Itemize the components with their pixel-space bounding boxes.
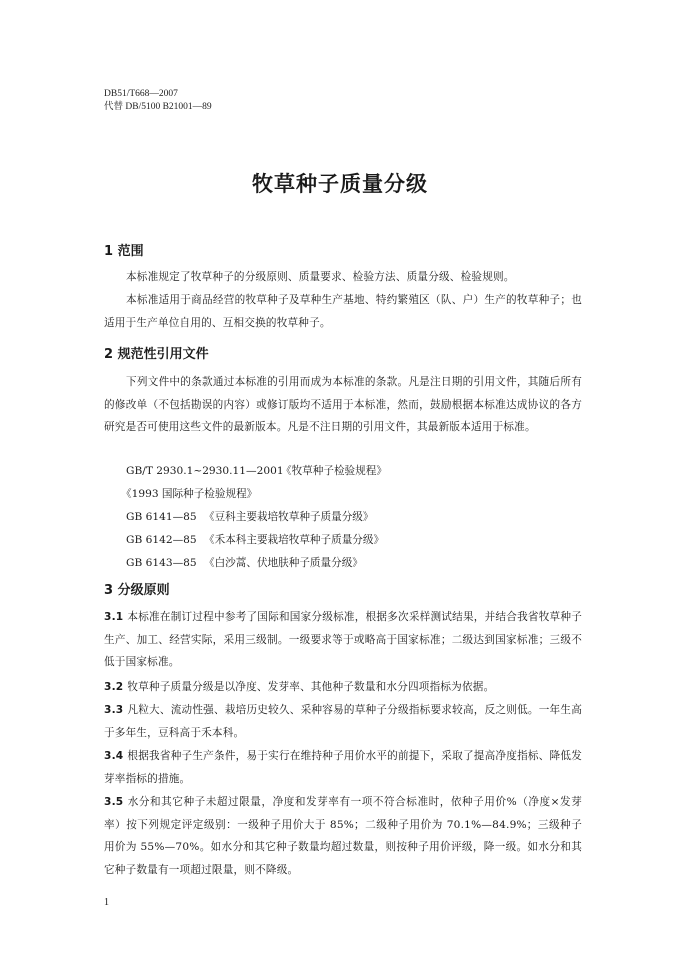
section-1-heading: 1 范围 — [104, 244, 144, 259]
section-1-paragraph-2: 本标准适用于商品经营的牧草种子及草种生产基地、特约繁殖区（队、户）生产的牧草种子；也适用于生产单位自用的、互相交换的牧草种子。 — [104, 294, 582, 329]
reference-code: GB 6141—85 — [126, 511, 197, 523]
clause-3-1 — [104, 606, 582, 674]
clause-number: 3.3 — [104, 704, 124, 716]
clause-text: 凡粒大、流动性强、栽培历史较久、采种容易的草种子分级指标要求较高，反之则低。一年生高于多年生，豆科高于禾本科。 — [104, 704, 582, 739]
reference-item — [126, 556, 363, 570]
section-1-paragraph-1: 本标准规定了牧草种子的分级原则、质量要求、检验方法、质量分级、检验规则。 — [126, 271, 515, 283]
reference-code: GB 6143—85 — [126, 557, 197, 569]
document-title: 牧草种子质量分级 — [252, 172, 428, 196]
section-3-heading: 3 分级原则 — [104, 583, 170, 598]
clause-text: 牧草种子质量分级是以净度、发芽率、其他种子数量和水分四项指标为依据。 — [127, 681, 495, 693]
clause-number: 3.4 — [104, 750, 124, 762]
clause-text: 根据我省种子生产条件，易于实行在维持种子用价水平的前提下，采取了提高净度指标、降低发芽率指标的措施。 — [104, 750, 582, 785]
section-2-heading: 2 规范性引用文件 — [104, 347, 209, 362]
reference-item — [126, 510, 374, 524]
clause-3-2 — [104, 676, 582, 699]
reference-title: 《白沙蒿、伏地肤种子质量分级》 — [204, 557, 363, 569]
clause-text: 水分和其它种子未超过限量，净度和发芽率有一项不符合标准时，依种子用价%（净度×发芽率）按下列规定评定级别：一级种子用价大于 85%；二级种子用价为 70.1%—84.9%；三级种子用价为 55%—70%。如水分和其它种子数量均超过数量，则按种子用价评级，降一级。如水分和其它种子数量有一项超过限量，则不降级。 — [104, 796, 582, 876]
reference-code: GB 6142—85 — [126, 534, 197, 546]
clause-number: 3.2 — [104, 681, 124, 693]
reference-title: 《牧草种子检验规程》 — [281, 465, 387, 477]
clause-number: 3.5 — [104, 796, 124, 808]
reference-item — [121, 487, 257, 501]
clause-number: 3.1 — [104, 611, 124, 623]
clause-3-4 — [104, 745, 582, 790]
reference-title: 《豆科主要栽培牧草种子质量分级》 — [204, 511, 374, 523]
reference-item — [126, 533, 384, 547]
reference-title: 《1993 国际种子检验规程》 — [121, 488, 258, 500]
section-2-paragraph-1: 下列文件中的条款通过本标准的引用而成为本标准的条款。凡是注日期的引用文件，其随后所有的修改单（不包括勘误的内容）或修订版均不适用于本标准，然而，鼓励根据本标准达成协议的各方研究是否可使用这些文件的最新版本。凡是不注日期的引用文件，其最新版本适用于标准。 — [104, 376, 582, 434]
replaced-standard: 代替 DB/5100 B21001—89 — [104, 102, 212, 112]
reference-code: GB/T 2930.1~2930.11—2001 — [126, 465, 284, 477]
clause-3-3 — [104, 699, 582, 744]
reference-title: 《禾本科主要栽培牧草种子质量分级》 — [204, 534, 385, 546]
page-number: 1 — [104, 897, 109, 908]
clause-3-5 — [104, 791, 582, 881]
reference-item — [126, 464, 387, 478]
clause-text: 本标准在制订过程中参考了国际和国家分级标准，根据多次采样测试结果，并结合我省牧草种子生产、加工、经营实际，采用三级制。一级要求等于或略高于国家标准；二级达到国家标准；三级不低于国家标准。 — [104, 611, 582, 669]
standard-number: DB51/T668—2007 — [104, 89, 178, 99]
